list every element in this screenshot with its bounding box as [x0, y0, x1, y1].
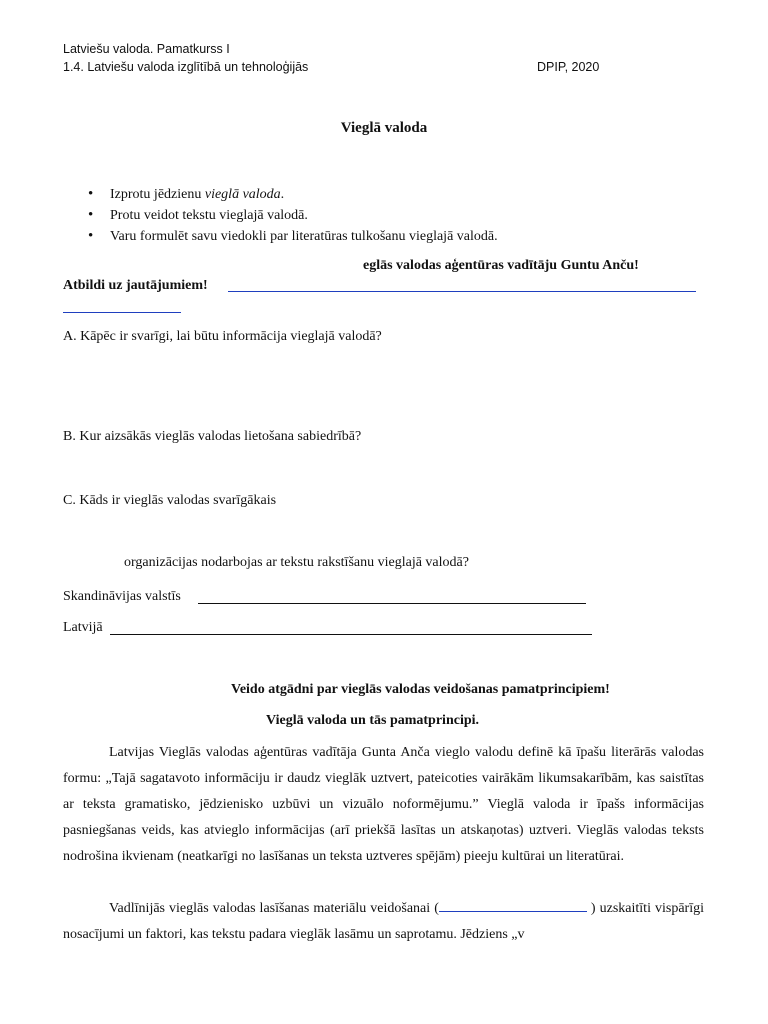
header-module: 1.4. Latviešu valoda izglītībā un tehnoloģijās: [63, 60, 309, 74]
answer-prompt: Atbildi uz jautājumiem!: [63, 278, 208, 293]
page-title: Vieglā valoda: [340, 120, 428, 136]
objective-text: .: [280, 187, 285, 202]
objective-text: Izprotu jēdzienu: [110, 187, 205, 202]
body-paragraph: [63, 740, 704, 870]
answer-line-scandinavia[interactable]: [198, 603, 586, 604]
task-heading: Veido atgādni par vieglās valodas veidošanas pamatprincipiem!: [231, 682, 610, 697]
paragraph-text: ) uzskaitīti vispārīgi nosacījumi un faktori, kas tekstu padara vieglāk lasāmu un saprotamu. Jēdziens „v: [63, 901, 705, 942]
objectives-list: [88, 184, 498, 247]
fill-label-latvia: Latvijā: [63, 620, 103, 635]
objective-item: [88, 205, 498, 226]
objective-item: [88, 226, 498, 247]
body-paragraph: [63, 896, 704, 948]
objective-term: vieglā valoda: [204, 187, 281, 202]
section-title: Vieglā valoda un tās pamatprincipi.: [266, 713, 480, 728]
question-a: A. Kāpēc ir svarīgi, lai būtu informācija vieglajā valodā?: [63, 329, 382, 344]
link-underline[interactable]: [228, 291, 696, 292]
question-c: C. Kāds ir vieglās valodas svarīgākais: [63, 493, 277, 508]
objective-item: [88, 184, 498, 205]
header-org-year: DPIP, 2020: [537, 60, 600, 74]
answer-line-latvia[interactable]: [110, 634, 592, 635]
paragraph-text: Latvijas Vieglās valodas aģentūras vadītāja Gunta Anča vieglo valodu definē kā īpašu literārās valodas formu: „Tajā sagatavoto informāciju ir daudz vieglāk uztvert, pateicoties vairākām likumsakarībām, kas saistītas ar teksta gramatisko, jēdzienisko uzbūvi un vizuālo noformējumu.” Vieglā valoda ir īpašs informācijas pasniegšanas veids, kas atvieglo informācijas (arī priekšā lasītas un atskaņotas) uztveri. Vieglās valodas teksts nodrošina ikvienam (neatkarīgi no lasīšanas un teksta uztveres spējām) pieeju kultūrai un literatūrai.: [63, 745, 704, 864]
link-underline[interactable]: [63, 312, 181, 313]
reference-link-blank[interactable]: [439, 897, 587, 912]
interview-fragment: eglās valodas aģentūras vadītāju Guntu Anču!: [363, 258, 639, 273]
header-course: Latviešu valoda. Pamatkurss I: [63, 42, 230, 56]
objective-text: Varu formulēt savu viedokli par literatūras tulkošanu vieglajā valodā.: [110, 229, 498, 244]
paragraph-text: Vadlīnijās vieglās valodas lasīšanas materiālu veidošanai (: [109, 901, 439, 916]
fill-label-scandinavia: Skandināvijas valstīs: [63, 589, 181, 604]
objective-text: Protu veidot tekstu vieglajā valodā.: [110, 208, 308, 223]
question-c-continued: organizācijas nodarbojas ar tekstu rakstīšanu vieglajā valodā?: [124, 555, 469, 570]
question-b: B. Kur aizsākās vieglās valodas lietošana sabiedrībā?: [63, 429, 362, 444]
